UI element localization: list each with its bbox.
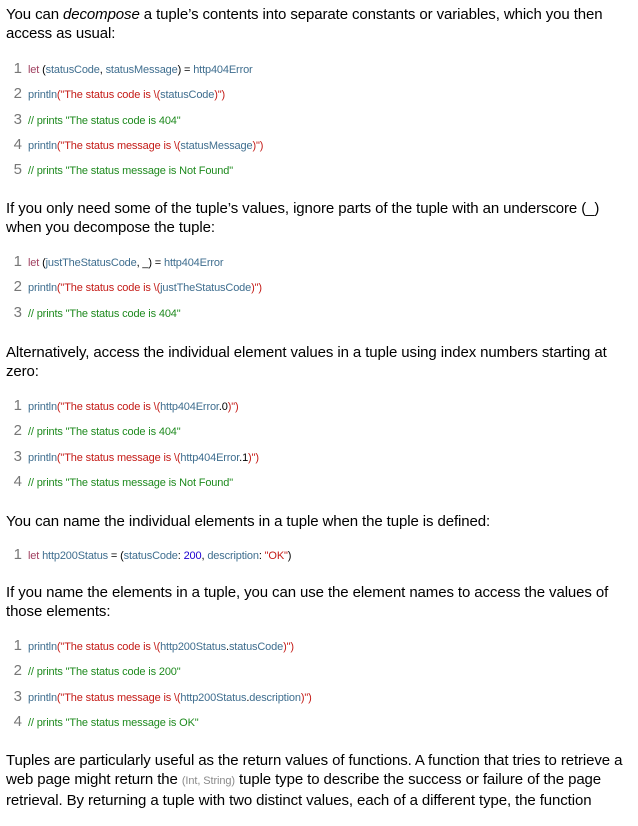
- code-text: [28, 400, 239, 414]
- line-number: 4: [13, 712, 22, 730]
- code-token: println: [28, 282, 57, 295]
- code-token: statusCode: [123, 550, 178, 562]
- code-token: (: [39, 64, 46, 76]
- code-token: println: [28, 401, 57, 413]
- inline-code: (Int, String): [181, 775, 235, 787]
- paragraph-text: Tuples are particularly useful as the return values of functions. A function that tries to retrieve a web page might return the: [6, 752, 623, 788]
- code-token: http404Error: [160, 401, 219, 413]
- code-token: ("The status code is \(: [56, 641, 161, 653]
- line-number: 2: [13, 85, 22, 103]
- code-token: .: [226, 641, 229, 653]
- code-token: 200: [183, 550, 202, 562]
- code-token: )"): [300, 691, 312, 704]
- line-number: 3: [13, 303, 22, 321]
- line-number: 2: [13, 662, 22, 680]
- line-number: 1: [13, 637, 22, 654]
- code-text: [28, 665, 181, 679]
- code-token: = (: [108, 550, 124, 562]
- code-token: (: [39, 257, 46, 269]
- paragraph-named-elements: [6, 512, 626, 531]
- code-token: )"): [214, 89, 226, 102]
- code-text: [28, 256, 223, 270]
- code-token: .0: [218, 401, 228, 413]
- code-line: [6, 158, 626, 183]
- code-text: [28, 691, 312, 705]
- code-text: [28, 640, 294, 654]
- code-token: :: [258, 550, 265, 562]
- line-number: 2: [13, 278, 22, 296]
- code-line: [6, 301, 626, 326]
- code-token: println: [28, 139, 57, 152]
- code-token: description: [207, 550, 259, 562]
- emphasis-text: decompose: [63, 6, 140, 23]
- code-token: println: [28, 641, 57, 653]
- code-token: http200Status: [42, 550, 109, 562]
- code-line: [6, 685, 626, 710]
- line-number: 1: [13, 253, 22, 270]
- code-token: statusCode: [45, 64, 100, 76]
- code-token: justTheStatusCode: [45, 257, 137, 269]
- code-token: http404Error: [193, 64, 253, 76]
- paragraph-text: tuple type to describe the success or failure of the page retrieval. By returning a tuple with two distinct values, each of a different type, the function: [6, 771, 602, 809]
- paragraph-text: If you only need some of the tuple’s values, ignore parts of the tuple with an underscore (_) when you decompose the tuple:: [6, 200, 600, 236]
- code-text: [28, 451, 259, 465]
- code-text: [28, 716, 199, 730]
- code-token: http200Status: [180, 691, 247, 704]
- line-number: 5: [13, 161, 22, 179]
- code-text: [28, 63, 253, 77]
- code-token: )"): [252, 139, 264, 152]
- code-line: [6, 82, 626, 107]
- code-token: ("The status message is \(: [56, 691, 181, 704]
- line-number: 1: [13, 546, 22, 563]
- code-token: http404Error: [180, 451, 240, 464]
- code-text: [28, 549, 291, 563]
- code-text: [28, 114, 181, 128]
- code-token: // prints "The status message is Not Found": [28, 165, 233, 178]
- code-token: ("The status code is \(: [56, 282, 161, 295]
- code-text: [28, 307, 181, 321]
- paragraph-index-numbers: [6, 343, 626, 381]
- code-token: )"): [248, 451, 259, 464]
- code-token: statusMessage: [180, 139, 253, 152]
- code-token: justTheStatusCode: [160, 282, 252, 295]
- code-token: println: [28, 89, 57, 102]
- code-block-decompose: [6, 57, 626, 183]
- code-token: )"): [251, 282, 262, 295]
- code-token: // prints "The status code is 404": [28, 426, 181, 439]
- code-token: // prints "The status message is Not Found": [28, 476, 233, 489]
- code-text: [28, 476, 233, 490]
- paragraph-text: Alternatively, access the individual element values in a tuple using index numbers starting at zero:: [6, 344, 607, 380]
- line-number: 1: [13, 397, 22, 414]
- code-token: statusCode: [160, 89, 215, 102]
- line-number: 1: [13, 60, 22, 77]
- code-token: "OK": [264, 550, 288, 562]
- code-block-underscore: [6, 250, 626, 326]
- code-token: // prints "The status code is 200": [28, 666, 181, 679]
- paragraph-underscore: [6, 199, 626, 237]
- line-number: 4: [13, 472, 22, 490]
- code-token: println: [28, 451, 57, 464]
- code-token: println: [28, 691, 57, 704]
- code-token: description: [249, 691, 301, 704]
- code-block-element-names: [6, 634, 626, 735]
- code-token: let: [28, 550, 40, 562]
- code-token: ) =: [177, 64, 194, 76]
- paragraph-return-values: [6, 751, 632, 810]
- code-line: [6, 543, 626, 568]
- code-token: ,: [99, 64, 106, 76]
- code-token: // prints "The status message is OK": [28, 716, 199, 729]
- code-line: [6, 710, 626, 735]
- code-token: )"): [227, 401, 239, 413]
- code-text: [28, 425, 181, 439]
- code-line: [6, 470, 626, 495]
- code-text: [28, 139, 263, 153]
- code-token: ("The status message is \(: [56, 139, 181, 152]
- code-text: [28, 281, 262, 295]
- code-token: ("The status code is \(: [56, 89, 161, 102]
- paragraph-text: If you name the elements in a tuple, you can use the element names to access the values of those elements:: [6, 584, 609, 620]
- code-token: ("The status code is \(: [56, 401, 161, 413]
- line-number: 2: [13, 422, 22, 440]
- line-number: 3: [13, 447, 22, 465]
- code-token: http200Status: [160, 641, 227, 653]
- code-line: [6, 250, 626, 275]
- code-token: ("The status message is \(: [56, 451, 181, 464]
- code-line: [6, 57, 626, 82]
- code-text: [28, 88, 225, 102]
- paragraph-text: You can: [6, 6, 64, 23]
- code-line: [6, 133, 626, 158]
- code-token: :: [177, 550, 184, 562]
- code-token: let: [28, 257, 40, 269]
- paragraph-decompose: [6, 5, 626, 43]
- code-line: [6, 419, 626, 444]
- code-line: [6, 108, 626, 133]
- line-number: 3: [13, 110, 22, 128]
- code-token: .1: [239, 451, 249, 464]
- code-token: http404Error: [164, 257, 224, 269]
- code-block-index: [6, 394, 626, 495]
- code-token: let: [28, 64, 40, 76]
- line-number: 4: [13, 135, 22, 153]
- paragraph-element-names: [6, 583, 626, 621]
- code-token: )"): [283, 641, 294, 653]
- code-token: , _) =: [136, 257, 164, 269]
- code-token: statusMessage: [105, 64, 178, 76]
- code-token: statusCode: [228, 641, 284, 653]
- code-token: // prints "The status code is 404": [28, 307, 181, 320]
- paragraph-text: You can name the individual elements in a tuple when the tuple is defined:: [6, 513, 491, 530]
- code-line: [6, 445, 626, 470]
- code-token: ,: [201, 550, 208, 562]
- code-token: // prints "The status code is 404": [28, 114, 181, 127]
- code-line: [6, 275, 626, 300]
- code-text: [28, 164, 233, 178]
- code-line: [6, 394, 626, 419]
- code-token: ): [287, 550, 292, 562]
- code-line: [6, 634, 626, 659]
- code-token: .: [246, 691, 250, 704]
- paragraph-text: a tuple’s contents into separate constants or variables, which you then access as usual:: [6, 6, 603, 42]
- code-line: [6, 659, 626, 684]
- line-number: 3: [13, 687, 22, 705]
- code-block-named: [6, 543, 626, 568]
